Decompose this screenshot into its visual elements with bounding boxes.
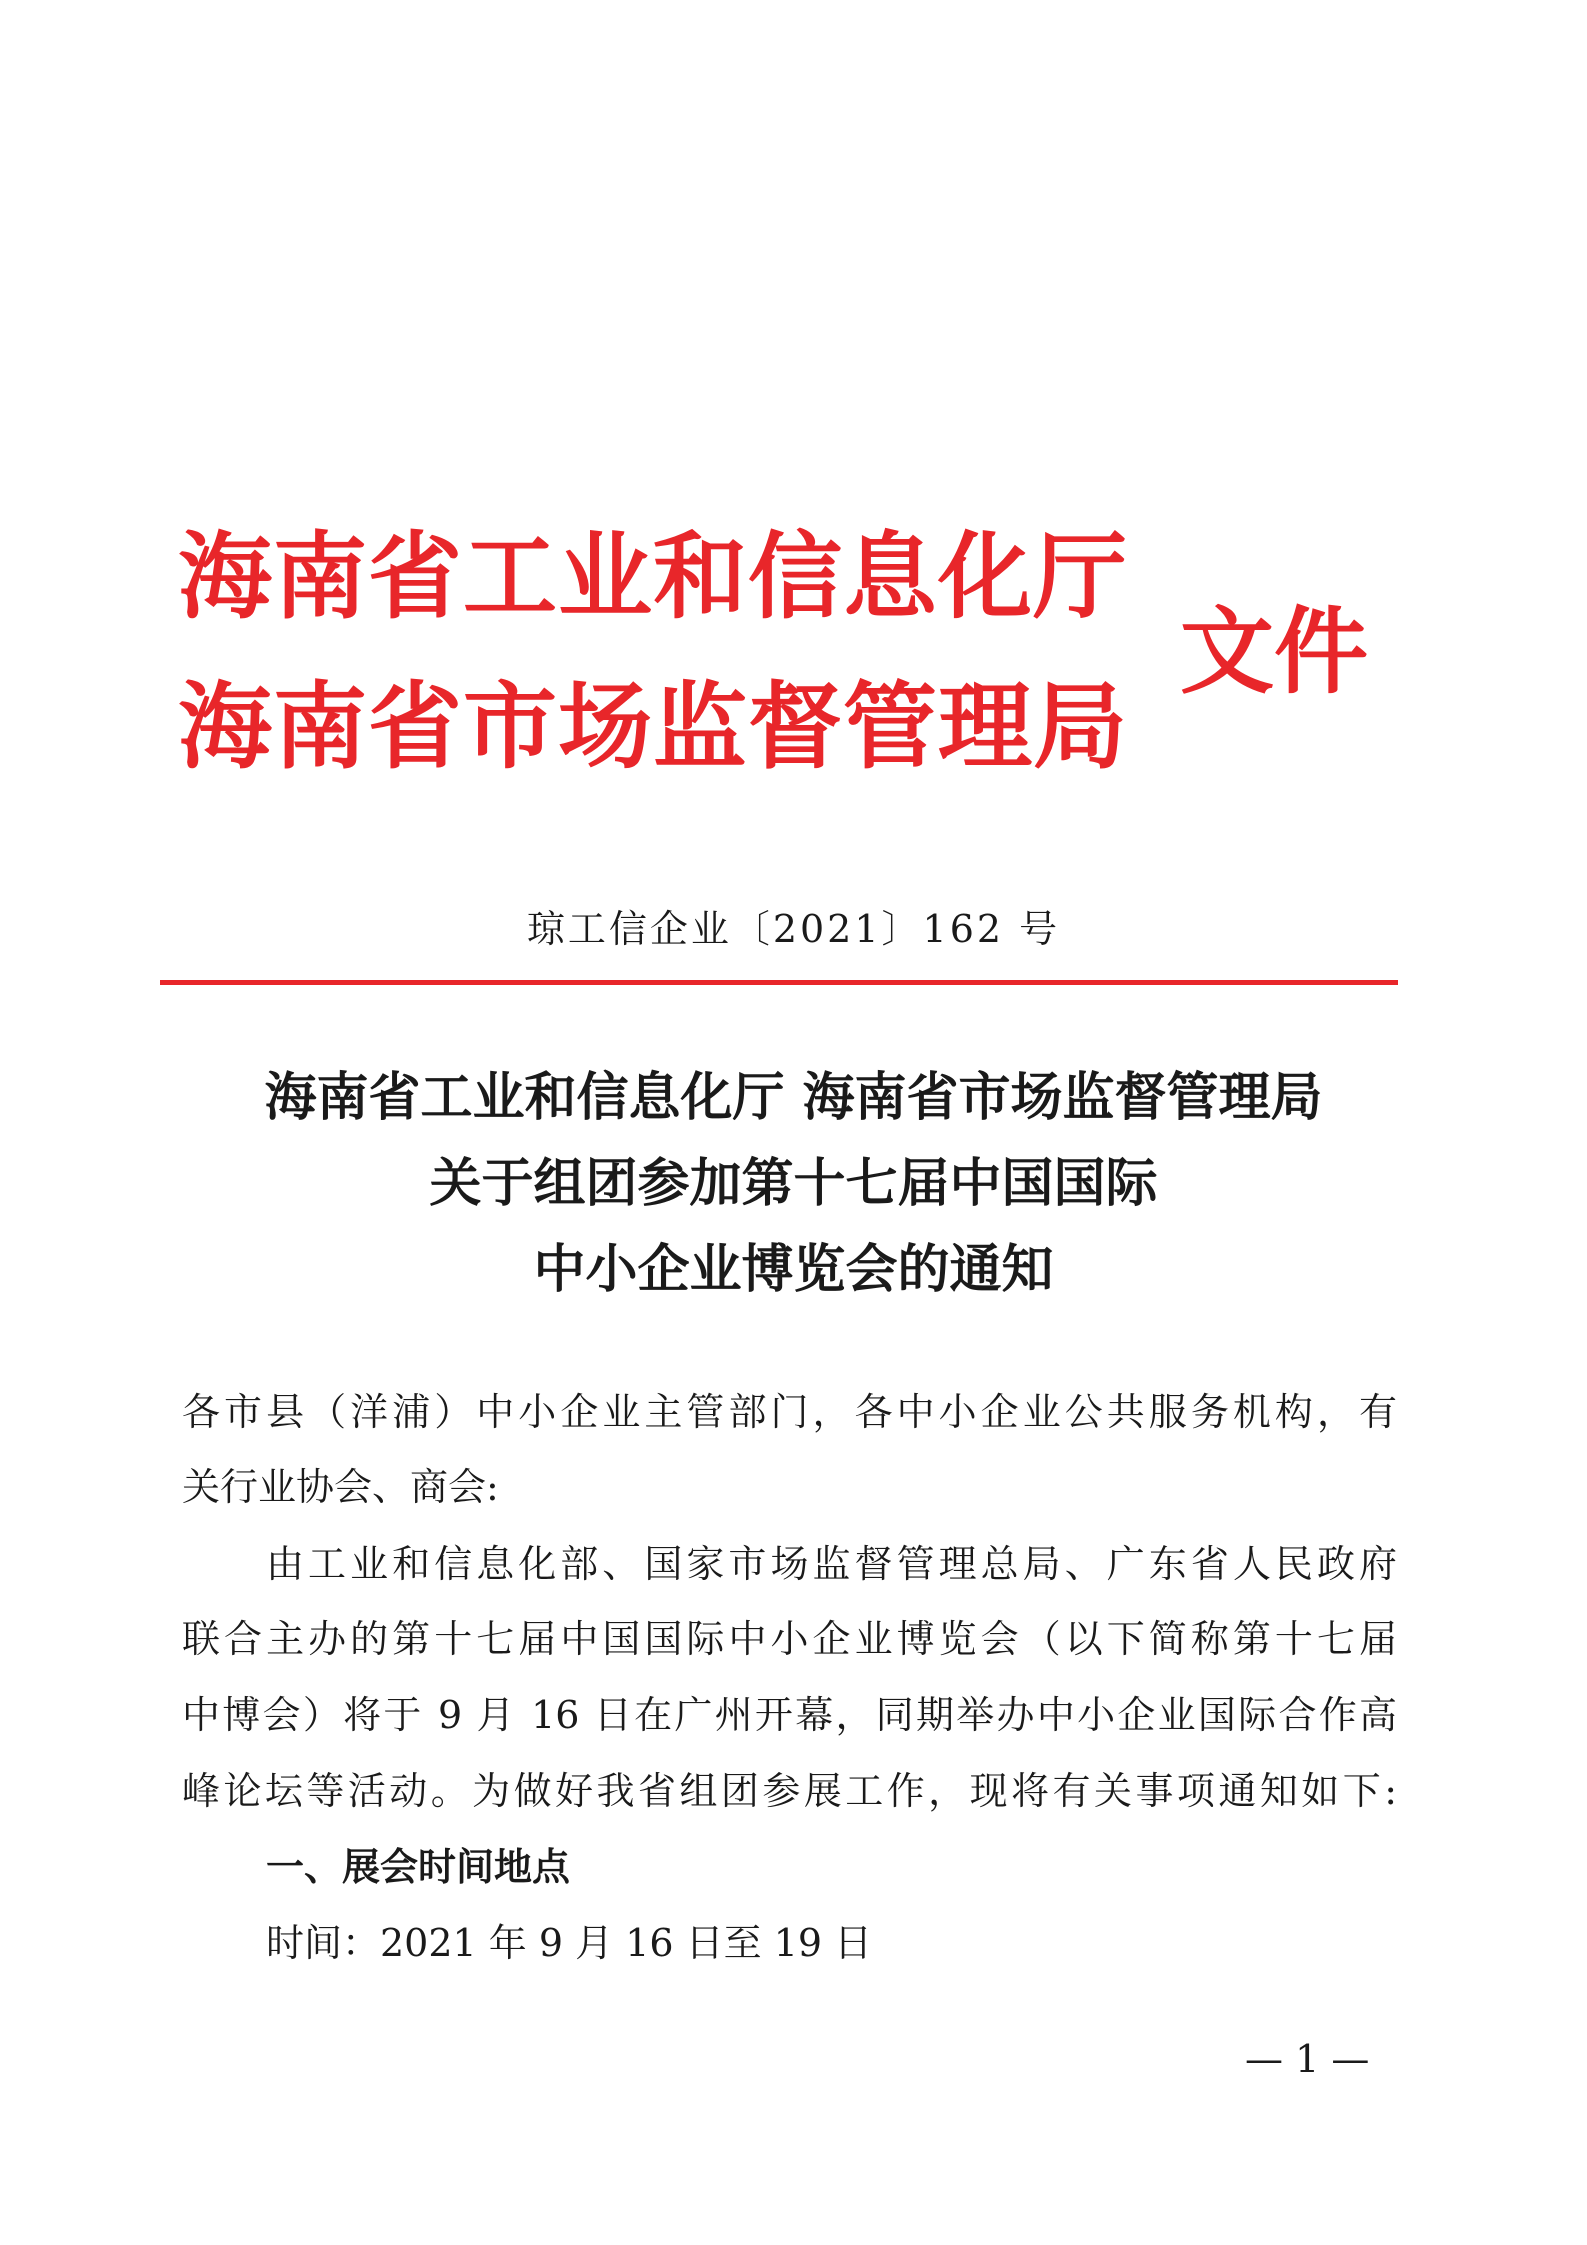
page-number: — 1 —	[1245, 2037, 1370, 2081]
notice-title-line-3: 中小企业博览会的通知	[533, 1239, 1054, 1300]
notice-title-line-2: 关于组团参加第十七届中国国际	[429, 1153, 1158, 1214]
addressee-line-1: 各市县（洋浦）中小企业主管部门，各中小企业公共服务机构，有	[182, 1390, 1397, 1434]
paragraph-1-line-4: 峰论坛等活动。为做好我省组团参展工作，现将有关事项通知如下:	[182, 1769, 1397, 1813]
header-suffix-document: 文件	[1180, 597, 1369, 707]
addressee-line-2: 关行业协会、商会:	[182, 1465, 499, 1509]
issuer-name-market-supervision: 海南省市场监督管理局	[178, 672, 1129, 782]
paragraph-1-line-2: 联合主办的第十七届中国国际中小企业博览会（以下简称第十七届	[182, 1617, 1397, 1661]
notice-title-line-1: 海南省工业和信息化厅 海南省市场监督管理局	[264, 1067, 1323, 1128]
exhibition-time: 时间：2021 年 9 月 16 日至 19 日	[266, 1921, 873, 1965]
section-heading-exhibition-time-place: 一、展会时间地点	[266, 1845, 571, 1889]
paragraph-1-line-1: 由工业和信息化部、国家市场监督管理总局、广东省人民政府	[266, 1542, 1397, 1586]
document-number: 琼工信企业〔2021〕162 号	[526, 907, 1061, 951]
red-divider-line	[160, 980, 1398, 985]
paragraph-1-line-3: 中博会）将于 9 月 16 日在广州开幕，同期举办中小企业国际合作高	[182, 1693, 1397, 1737]
issuer-name-industry-it: 海南省工业和信息化厅	[178, 522, 1129, 632]
